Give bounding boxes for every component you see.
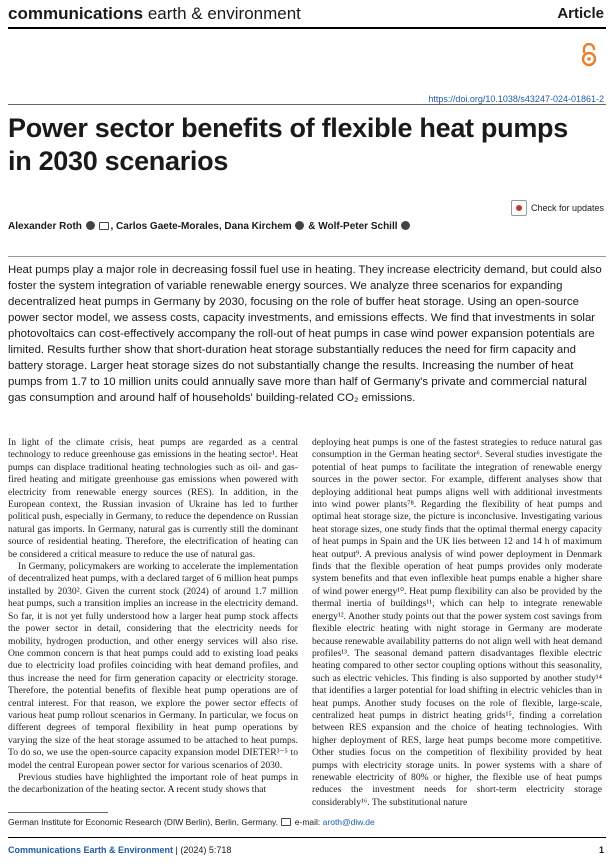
email-link[interactable]: aroth@diw.de [322,817,375,827]
article-type-label: Article [557,5,604,22]
body-column-left [8,437,298,797]
affiliation: German Institute for Economic Research (DIW Berlin), Berlin, Germany. e-mail: aroth@diw.de [8,817,375,827]
abstract-rule [8,256,606,257]
header-rule [8,27,606,29]
orcid-icon[interactable] [401,221,410,230]
orcid-icon[interactable] [295,221,304,230]
article-title: Power sector benefits of flexible heat pumps in 2030 scenarios [8,113,568,176]
doi-link[interactable]: https://doi.org/10.1038/s43247-024-01861-2 [428,94,604,104]
author-name[interactable]: Carlos Gaete-Morales [116,221,219,232]
footer-rule [8,837,606,838]
abstract: Heat pumps play a major role in decreasing fossil fuel use in heating. They increase electricity demand, but could also foster the system integration of variable renewable energy sources. We analyze three scenarios for expanding decentralized heat pumps in Germany by 2030, focusing on the role of buffer heat storage. Using an open-source power sector model, we assess costs, capacity investments, and emissions effects. We find that investments in solar photovoltaics can cost-effectively accompany the roll-out of heat pumps in case wind power expansion potentials are limited. Results further show that short-duration heat storage substantially reduces the need for firm capacity and battery storage. Larger heat storage sizes do not substantially change the results. Increasing the number of heat pumps from 1.7 to 10 million units could annually save more than half of Germany's private and commercial natural gas consumption and around half of households' building-related CO₂ emissions. [8,264,602,404]
mail-icon[interactable] [99,222,109,230]
mail-icon [281,818,291,826]
check-for-updates-label: Check for updates [530,203,604,213]
crossmark-icon [511,200,527,216]
body-paragraph: In Germany, policymakers are working to accelerate the implementation of decentralized heat pumps, with a declared target of 6 million heat pumps installed by 2030². Given the current stock (2024) of around 1.7 million heat pumps, such a transition implies an increase in the electricity demand. So far, it is not yet fully understood how a larger heat pump stock affects the power sector in detail, considering that the electricity needs for mobility, hydrogen production, and other energy services will also rise. One common concern is that heat pumps could add to existing load peaks due to electricity load profiles coinciding with heat demand profiles, and thus increase the need for firm generation capacity or electricity storage. Therefore, the potential benefits of flexible heat pump operations are of central interest. For that reason, we explore the power sector effects of various heat pump rollout scenarios in Germany. In particular, we focus on different degrees of temporal flexibility in heat pump operations by varying the size of the heat storage assumed to be attached to heat pumps. To do so, we use the open-source capacity expansion model DIETER³⁻⁵ to model the central European power sector for various scenarios of 2030. [8,561,298,771]
author-name[interactable]: Alexander Roth [8,221,82,232]
check-for-updates-button[interactable] [511,200,604,216]
orcid-icon[interactable] [86,221,95,230]
author-list: Alexander Roth , Carlos Gaete-Morales, Dana Kirchem & Wolf-Peter Schill [8,221,411,232]
body-column-right [312,437,602,809]
body-paragraph: Previous studies have highlighted the important role of heat pumps in the decarbonization of the heating sector. A recent study shows that [8,771,298,796]
footnote-rule [8,812,108,813]
doi-rule [8,104,606,105]
journal-name: communications earth & environment [8,4,301,23]
footer-citation: Communications Earth & Environment | (2024) 5:718 [8,845,232,855]
open-access-icon[interactable] [580,43,598,67]
page-number: 1 [598,845,604,855]
body-paragraph: deploying heat pumps is one of the fastest strategies to reduce natural gas consumption in the German heating sector⁶. Several studies investigate the potential of heat pumps to facilitate the integration of renewable energy sources in the power sector. For example, different analyses show that deploying additional heat pumps aligns well with additional investments into wind power plants⁷⁸. Regarding the flexibility of heat pumps and optimal heat storage size, the picture is inconclusive. Investigating various heat storage sizes, one study finds that the optimal thermal energy capacity of heat pumps in Spain and the UK lies between 12 and 14 h of maximum heat output⁹. A previous analysis of wind power deployment in Denmark finds that the flexible operation of heat pumps provides only moderate system benefits and that even inflexible heat pumps enable a higher share of wind power energy¹⁰. Heat pump flexibility can also be provided by the thermal inertia of buildings¹¹, which can help to integrate renewable energy¹². Another study points out that the power system cost savings from flexible electric heating with night storage in Germany are moderate because renewable availability patterns do not align well with heat demand profiles¹³. The seasonal demand pattern disadvantages flexible electric heating compared to other sector coupling options without this seasonality, such as electric vehicles. This finding is also supported by another study¹⁴ that identifies a larger potential for load shifting in electric vehicles than in heat pumps. Another study focuses on the role of flexible, large-scale, centralized heat pumps in district heating grids¹⁵, finding a correlation between RES expansion and the choice of heating technologies. With higher deployment of RES, large heat pumps become more competitive. Other studies focus on the competition of flexibility provided by heat pumps with electricity storage units. In power systems with a share of renewable electricity of 80% or higher, the flexible use of heat pumps reduces the investment needs for short-term electricity storage considerably¹⁶. The substitutional nature [312,437,602,808]
body-paragraph: In light of the climate crisis, heat pumps are regarded as a central technology to reduce greenhouse gas emissions in the heating sector¹. Heat pumps can displace traditional heating technologies such as oil- and gas-fired heating and mitigate greenhouse gas emissions when powered with electricity from renewable energy sources (RES). In addition, in the European context, the Russian invasion of Ukraine has led to further political push, especially in Germany, to reduce the dependence on Russian natural gas imports. In Germany, natural gas is currently still the dominant source of residential heating. Therefore, the electrification of heating can be considered a critical measure to reduce the use of natural gas. [8,437,298,560]
author-name[interactable]: Dana Kirchem [224,221,292,232]
author-name[interactable]: Wolf-Peter Schill [318,221,398,232]
